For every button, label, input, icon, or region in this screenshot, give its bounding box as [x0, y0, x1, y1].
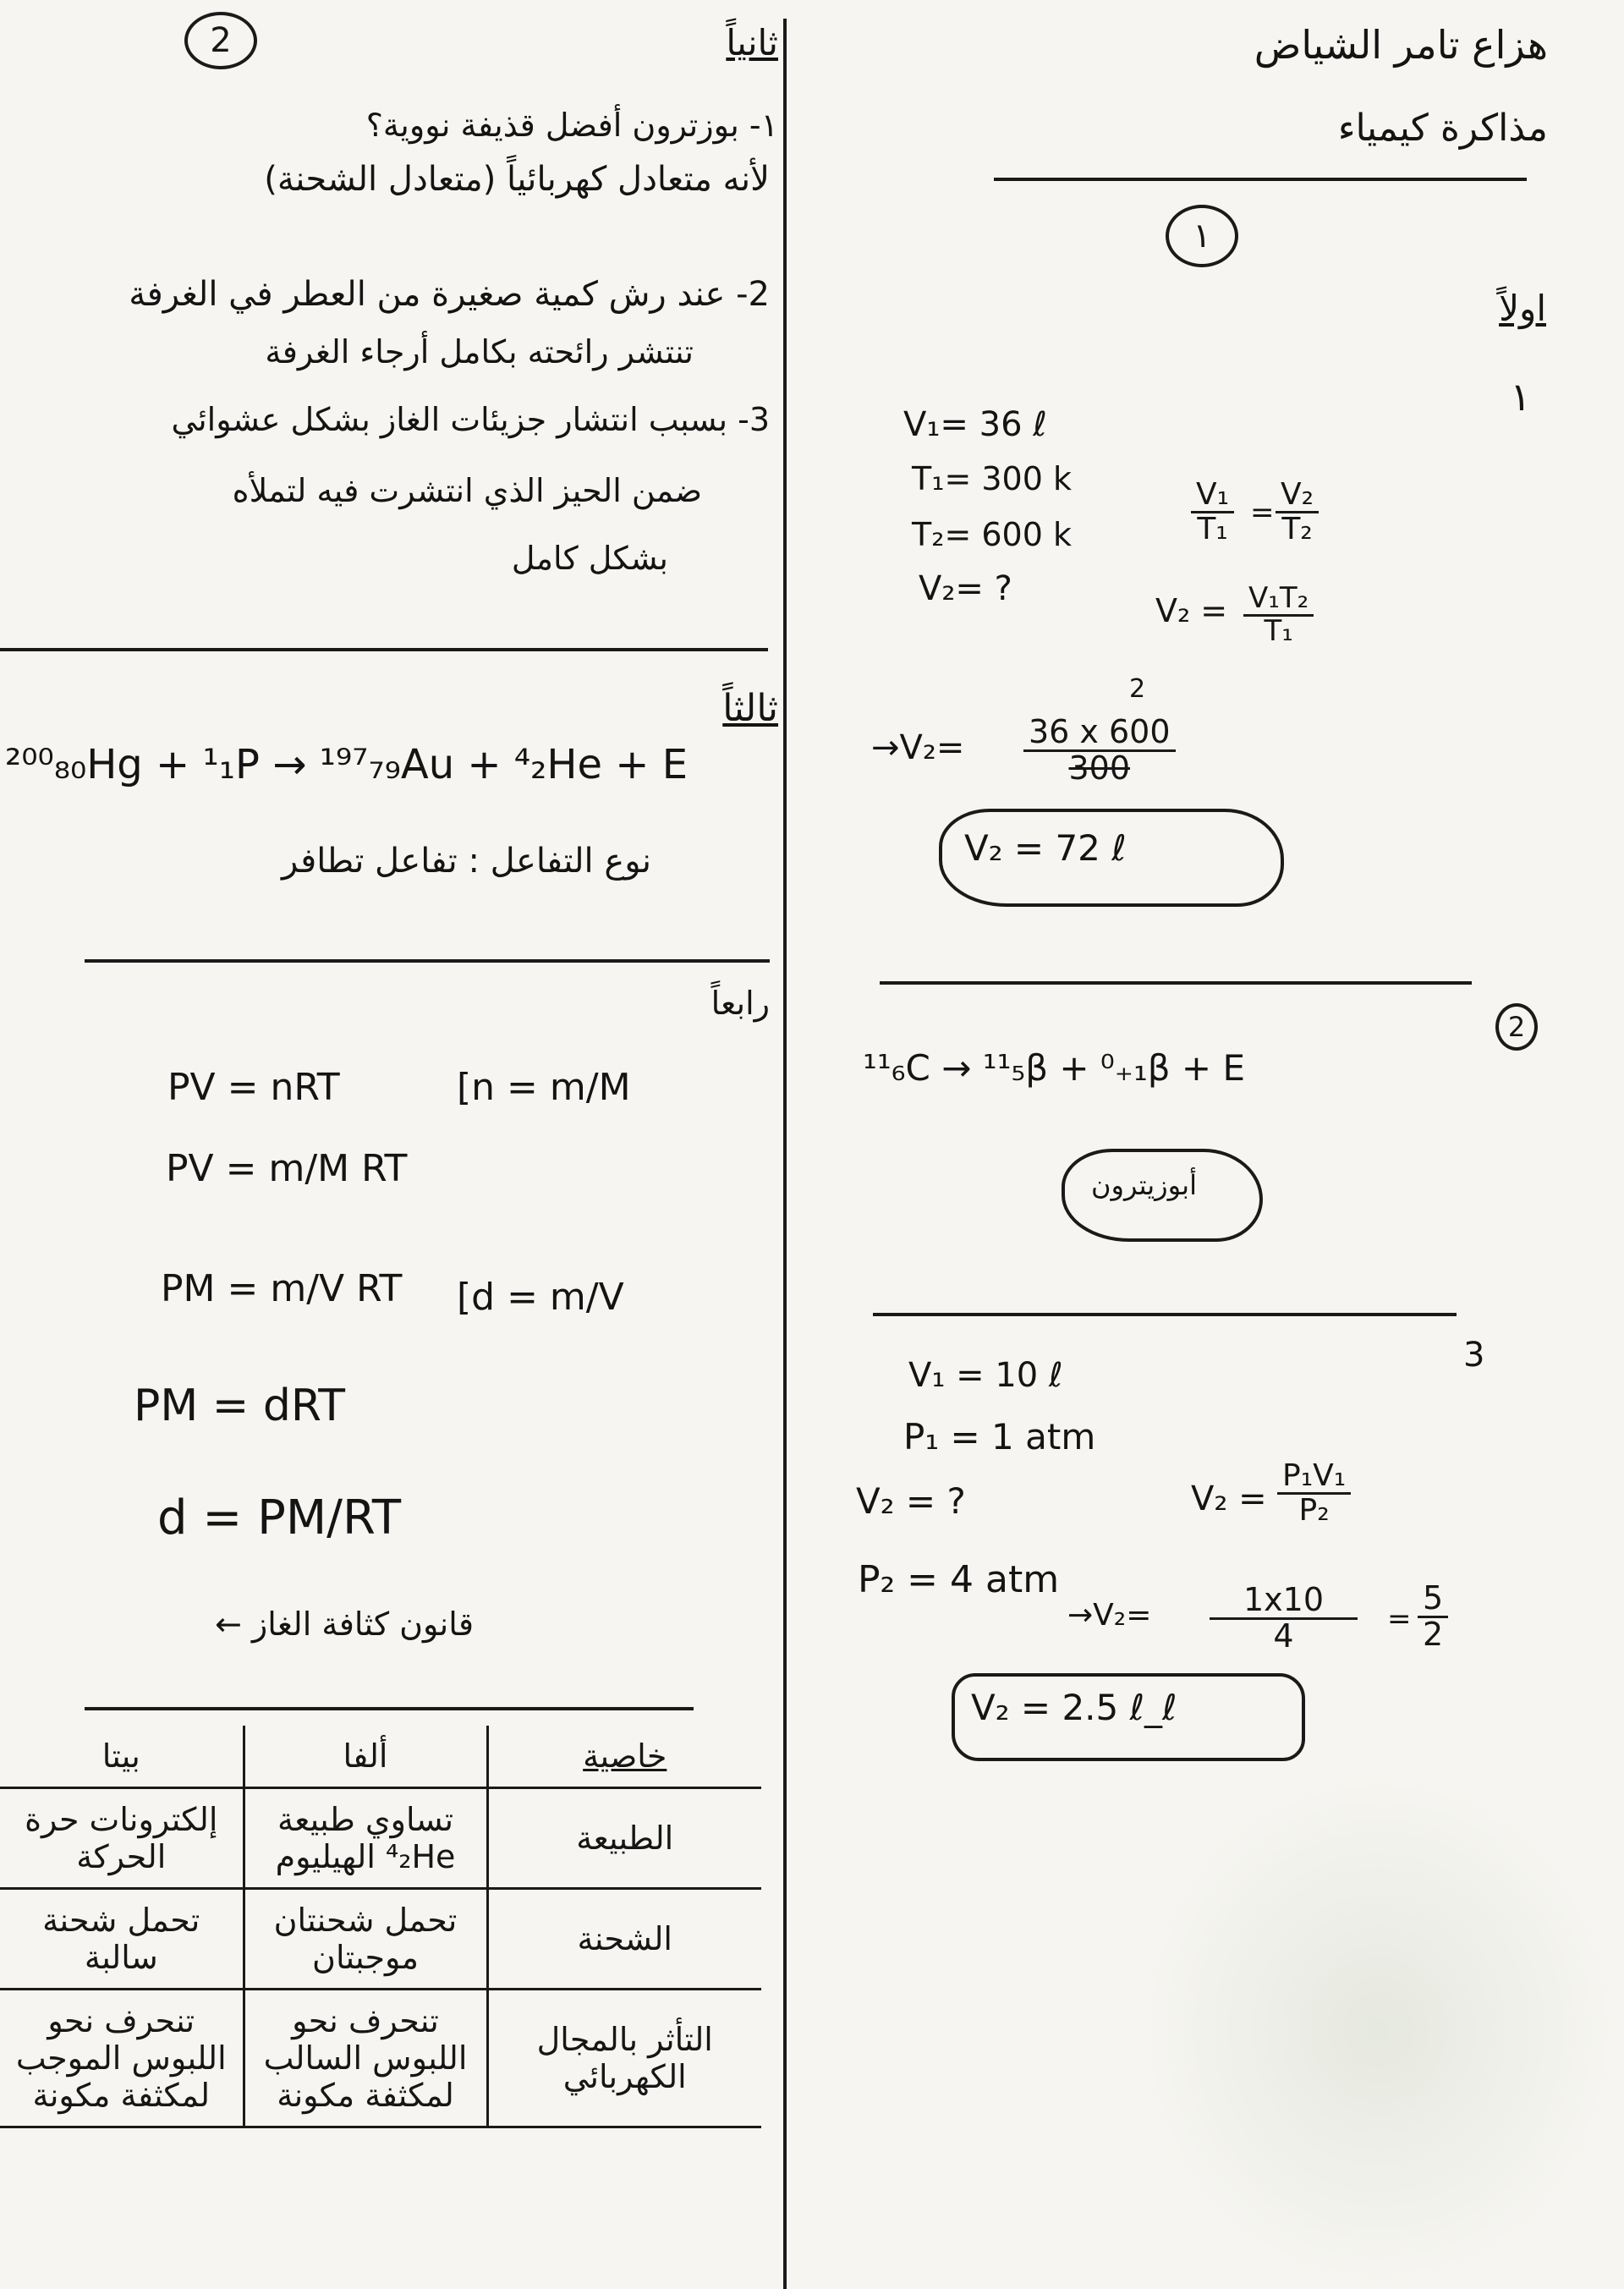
table-row — [0, 1889, 761, 1990]
q1-rearr-frac — [1243, 581, 1314, 648]
cell-charge-beta: تحمل شحنة سالبة — [0, 1889, 244, 1990]
q1-sub-den: 300 — [1068, 749, 1131, 787]
q1-rearr-num: V₁T₂ — [1243, 584, 1314, 617]
q2-label: 2 — [1495, 1003, 1538, 1051]
density-of-gas: d = PM/RT — [157, 1490, 402, 1545]
q1-v2-unknown: V₂= ? — [919, 569, 1012, 608]
nuclear-equation: ²⁰⁰₈₀Hg + ¹₁P → ¹⁹⁷₇₉Au + ⁴₂He + E — [5, 741, 689, 788]
q1-t2: T₂= 600 k — [912, 516, 1072, 553]
q1-law-lhs — [1191, 479, 1234, 546]
table-header-beta: بيتا — [0, 1726, 244, 1788]
q3-v1: V₁ = 10 ℓ — [908, 1356, 1063, 1395]
table-row — [0, 1990, 761, 2127]
rule-q2-end — [873, 1313, 1457, 1316]
q3-p2: P₂ = 4 atm — [858, 1558, 1060, 1601]
q1-law-lhs-num: V₁ — [1191, 479, 1234, 513]
q3-law-den: P₂ — [1298, 1492, 1330, 1528]
cell-field-alpha: تنحرف نحو اللبوس السالب لمكثفة مكونة — [244, 1990, 487, 2127]
q3-sub-arrow: →V₂= — [1067, 1598, 1152, 1633]
section2-item-3-cont: ضمن الحيز الذي انتشرت فيه لتملأه — [232, 472, 702, 509]
section2-item-2: 2- عند رش كمية صغيرة من العطر في الغرفة — [129, 275, 770, 314]
q1-rearr-lhs: V₂ = — [1155, 592, 1228, 629]
q1-law-lhs-den: T₁ — [1197, 511, 1228, 546]
q1-label: ١ — [1510, 374, 1531, 420]
notebook-title: مذاكرة كيمياء — [1337, 107, 1548, 150]
cell-nature-label: الطبيعة — [487, 1788, 761, 1889]
gas-law-substituted: PV = m/M RT — [166, 1147, 408, 1190]
section4-heading: رابعاً — [710, 985, 770, 1022]
section2-item-1-answer: لأنه متعادل كهربائياً (متعادل الشحنة) — [264, 160, 770, 199]
q1-rearr-den: T₁ — [1264, 613, 1293, 648]
q3-label: 3 — [1463, 1336, 1485, 1375]
cell-charge-alpha: تحمل شحنتان موجبتان — [244, 1889, 487, 1990]
q3-sub-eq: = — [1387, 1602, 1412, 1636]
gas-law-rearranged: PM = m/V RT — [161, 1267, 403, 1310]
ideal-gas-law: PV = nRT — [167, 1066, 340, 1109]
rule-section2-end — [0, 648, 768, 651]
q1-answer: V₂ = 72 ℓ — [964, 827, 1127, 869]
density-formula: [d = m/V — [457, 1276, 624, 1319]
rule-q1-end — [880, 981, 1472, 985]
page-number-left: 2 — [184, 12, 257, 69]
q2-answer: أبوزيترون — [1091, 1169, 1197, 1201]
reaction-type: نوع التفاعل : تفاعل تطافر — [282, 842, 651, 881]
section3-heading: ثالثاً — [722, 687, 778, 730]
table-header-property: خاصية — [487, 1726, 761, 1788]
moles-formula: [n = m/M — [457, 1066, 631, 1109]
section2-heading: ثانياً — [726, 22, 778, 63]
rule-section3-end — [85, 959, 770, 963]
q3-law-frac — [1277, 1460, 1351, 1527]
section2-item-3-end: بشكل كامل — [511, 540, 668, 577]
q1-t1: T₁= 300 k — [912, 460, 1072, 497]
radiation-properties-table — [0, 1726, 761, 2128]
section2-item-1: ١- بوزترون أفضل قذيفة نووية؟ — [365, 107, 778, 144]
q1-law-rhs-den: T₂ — [1281, 511, 1313, 546]
cell-nature-beta: إلكترونات حرة الحركة — [0, 1788, 244, 1889]
rule-section4-end — [85, 1707, 694, 1710]
section2-item-3: 3- بسبب انتشار جزيئات الغاز بشكل عشوائي — [171, 401, 770, 438]
q3-sub-den: 4 — [1273, 1617, 1294, 1655]
table-header-alpha: ألفا — [244, 1726, 487, 1788]
q1-sub-frac — [1023, 713, 1176, 787]
q3-law-lhs: V₂ = — [1191, 1479, 1267, 1518]
q3-law-num: P₁V₁ — [1277, 1460, 1351, 1495]
q1-v1: V₁= 36 ℓ — [903, 405, 1047, 444]
table-header-row — [0, 1726, 761, 1788]
cell-field-label: التأثر بالمجال الكهربائي — [487, 1990, 761, 2127]
rule-header — [994, 178, 1527, 181]
paper-stain — [1142, 1776, 1616, 2284]
q3-sub-frac2 — [1418, 1579, 1448, 1653]
q2-equation: ¹¹₆C → ¹¹₅β + ⁰₊₁β + E — [863, 1047, 1246, 1089]
density-law-name: قانون كثافة الغاز ← — [214, 1606, 474, 1643]
table-row — [0, 1788, 761, 1889]
q1-sub-num: 36 x 600 — [1023, 716, 1176, 752]
q1-law-eq: = — [1250, 496, 1275, 530]
section1-heading: اولاً — [1499, 288, 1546, 329]
q3-sub-den2: 2 — [1423, 1615, 1444, 1653]
cell-field-beta: تنحرف نحو اللبوس الموجب لمكثفة مكونة — [0, 1990, 244, 2127]
column-divider — [783, 19, 787, 2289]
q1-cancel-note: 2 — [1129, 674, 1146, 704]
q3-answer: V₂ = 2.5 ℓ_ℓ — [971, 1687, 1177, 1728]
q1-law-rhs — [1276, 479, 1319, 546]
cell-nature-alpha: تساوي طبيعة ⁴₂He الهيليوم — [244, 1788, 487, 1889]
page-number-right: ١ — [1166, 205, 1238, 267]
section2-item-2-answer: تنتشر رائحته بكامل أرجاء الغرفة — [265, 333, 694, 371]
q3-v2-unknown: V₂ = ? — [856, 1480, 966, 1522]
author-name: هزاع تامر الشياض — [1254, 22, 1548, 68]
q1-sub-arrow: →V₂= — [871, 728, 965, 767]
q3-sub-num: 1x10 — [1210, 1584, 1358, 1620]
q3-sub-num2: 5 — [1418, 1582, 1448, 1618]
cell-charge-label: الشحنة — [487, 1889, 761, 1990]
gas-law-density: PM = dRT — [134, 1381, 345, 1431]
q1-law-rhs-num: V₂ — [1276, 479, 1319, 513]
q3-sub-frac — [1210, 1581, 1358, 1655]
q3-p1: P₁ = 1 atm — [903, 1416, 1096, 1457]
